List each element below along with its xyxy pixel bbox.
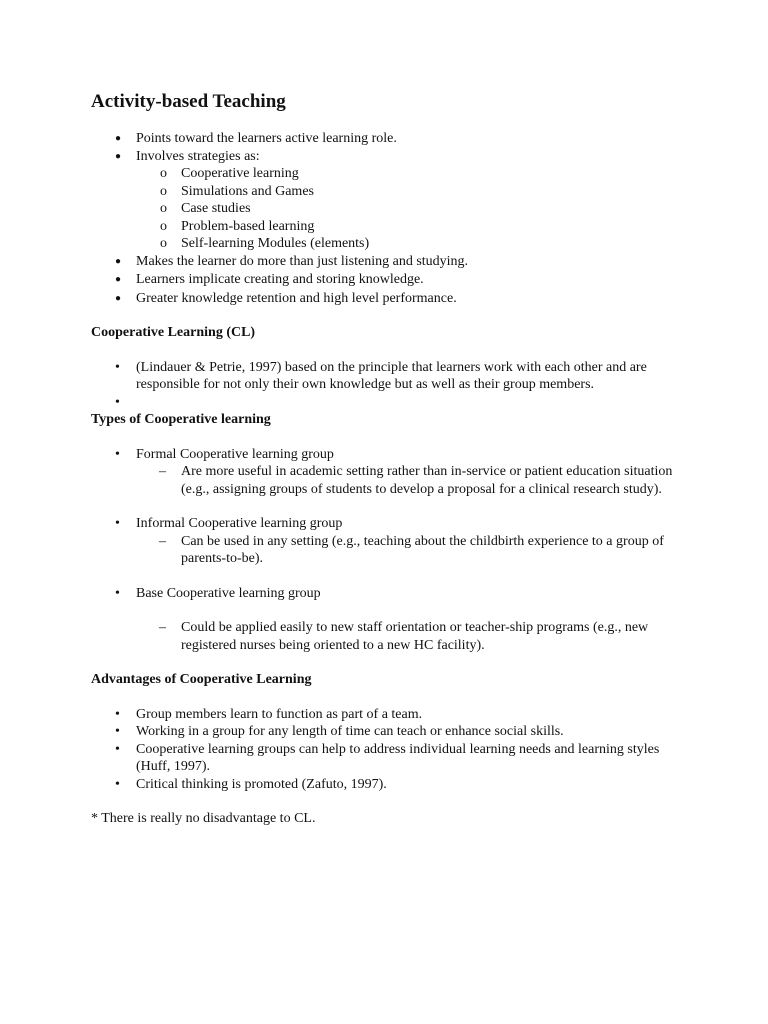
circle-bullet-icon: o [160, 218, 167, 234]
base-detail-list [91, 619, 691, 654]
section-heading-advantages: Advantages of Cooperative Learning [91, 672, 312, 687]
list-item [91, 148, 691, 253]
bullet-icon: ● [115, 274, 122, 285]
list-item [91, 741, 691, 776]
list-item-text: (Lindauer & Petrie, 1997) based on the principle that learners work with each other and are responsible for not only their own knowledge but as well as their group members. [136, 359, 647, 392]
list-item-text: Informal Cooperative learning group [136, 516, 343, 531]
document-page [91, 90, 691, 828]
list-item-text: Greater knowledge retention and high level performance. [136, 290, 457, 306]
bullet-icon: • [115, 741, 120, 757]
circle-bullet-icon: o [160, 201, 167, 216]
list-item-text: Cooperative learning groups can help to address individual learning needs and learning styles (Huff, 1997). [136, 741, 660, 774]
section-heading-cl: Cooperative Learning (CL) [91, 325, 256, 340]
types-list [91, 585, 691, 603]
list-item [91, 218, 691, 236]
list-item [91, 515, 691, 533]
circle-bullet-icon: o [160, 166, 167, 181]
bullet-icon: ● [115, 133, 122, 144]
bullet-icon: • [115, 394, 120, 410]
bullet-icon: • [115, 359, 120, 375]
bullet-icon: • [115, 724, 120, 739]
list-item-text: Working in a group for any length of time can teach or enhance social skills. [136, 724, 564, 739]
list-item [91, 706, 691, 724]
informal-detail-list [91, 533, 691, 568]
bullet-icon: • [115, 446, 120, 462]
empty-list-item [91, 394, 691, 412]
bullet-icon: ● [115, 255, 122, 267]
closing-note: * There is really no disadvantage to CL. [91, 811, 316, 826]
list-item-text: Could be applied easily to new staff orientation or teacher-ship programs (e.g., new registered nurses being oriented to a new HC facility). [181, 620, 649, 653]
list-item-text: Learners implicate creating and storing knowledge. [136, 272, 424, 287]
list-item-text: Simulations and Games [181, 183, 314, 199]
dash-icon: – [159, 533, 166, 549]
list-item [91, 200, 691, 218]
list-item-text: Case studies [181, 201, 251, 216]
list-item [91, 130, 691, 148]
circle-bullet-icon: o [160, 183, 167, 199]
list-item-text: Base Cooperative learning group [136, 585, 321, 601]
list-item [91, 446, 691, 464]
advantages-list [91, 706, 691, 794]
cl-list [91, 359, 691, 412]
list-item-text: Cooperative learning [181, 166, 299, 181]
list-item [91, 463, 691, 498]
list-item [91, 533, 691, 568]
bullet-icon: • [115, 776, 120, 792]
list-item-text: Points toward the learners active learning role. [136, 131, 397, 146]
types-list [91, 446, 691, 464]
list-item-text: Makes the learner do more than just listening and studying. [136, 253, 469, 269]
list-item-text: Problem-based learning [181, 218, 315, 234]
circle-bullet-icon: o [160, 236, 167, 251]
list-item-text: Can be used in any setting (e.g., teaching about the childbirth experience to a group of parents-to-be). [181, 533, 664, 566]
list-item-text: Formal Cooperative learning group [136, 446, 334, 462]
list-item-text: Involves strategies as: [136, 148, 260, 164]
list-item-text: Group members learn to function as part of a team. [136, 706, 423, 722]
list-item [91, 359, 691, 394]
list-item [91, 235, 691, 253]
list-item-text: Are more useful in academic setting rather than in-service or patient education situation (e.g., assigning groups of students to develop a proposal for a clinical research study). [181, 464, 673, 497]
list-item [91, 253, 691, 271]
list-item [91, 723, 691, 741]
list-item [91, 165, 691, 183]
bullet-icon: ● [115, 150, 122, 162]
list-item [91, 271, 691, 289]
bullet-icon: • [115, 516, 120, 531]
section-heading-types: Types of Cooperative learning [91, 412, 271, 427]
list-item [91, 183, 691, 201]
formal-detail-list [91, 463, 691, 498]
list-item [91, 290, 691, 308]
dash-icon: – [159, 464, 166, 479]
list-item [91, 585, 691, 603]
list-item-text: Self-learning Modules (elements) [181, 236, 370, 251]
list-item [91, 619, 691, 654]
list-item [91, 776, 691, 794]
bullet-icon: • [115, 585, 120, 601]
intro-list [91, 130, 691, 307]
list-item-text: Critical thinking is promoted (Zafuto, 1997). [136, 776, 387, 792]
types-list [91, 515, 691, 533]
bullet-icon: • [115, 706, 120, 722]
strategies-list [91, 165, 691, 253]
dash-icon: – [159, 620, 166, 635]
bullet-icon: ● [115, 292, 122, 304]
page-title: Activity-based Teaching [91, 91, 286, 112]
